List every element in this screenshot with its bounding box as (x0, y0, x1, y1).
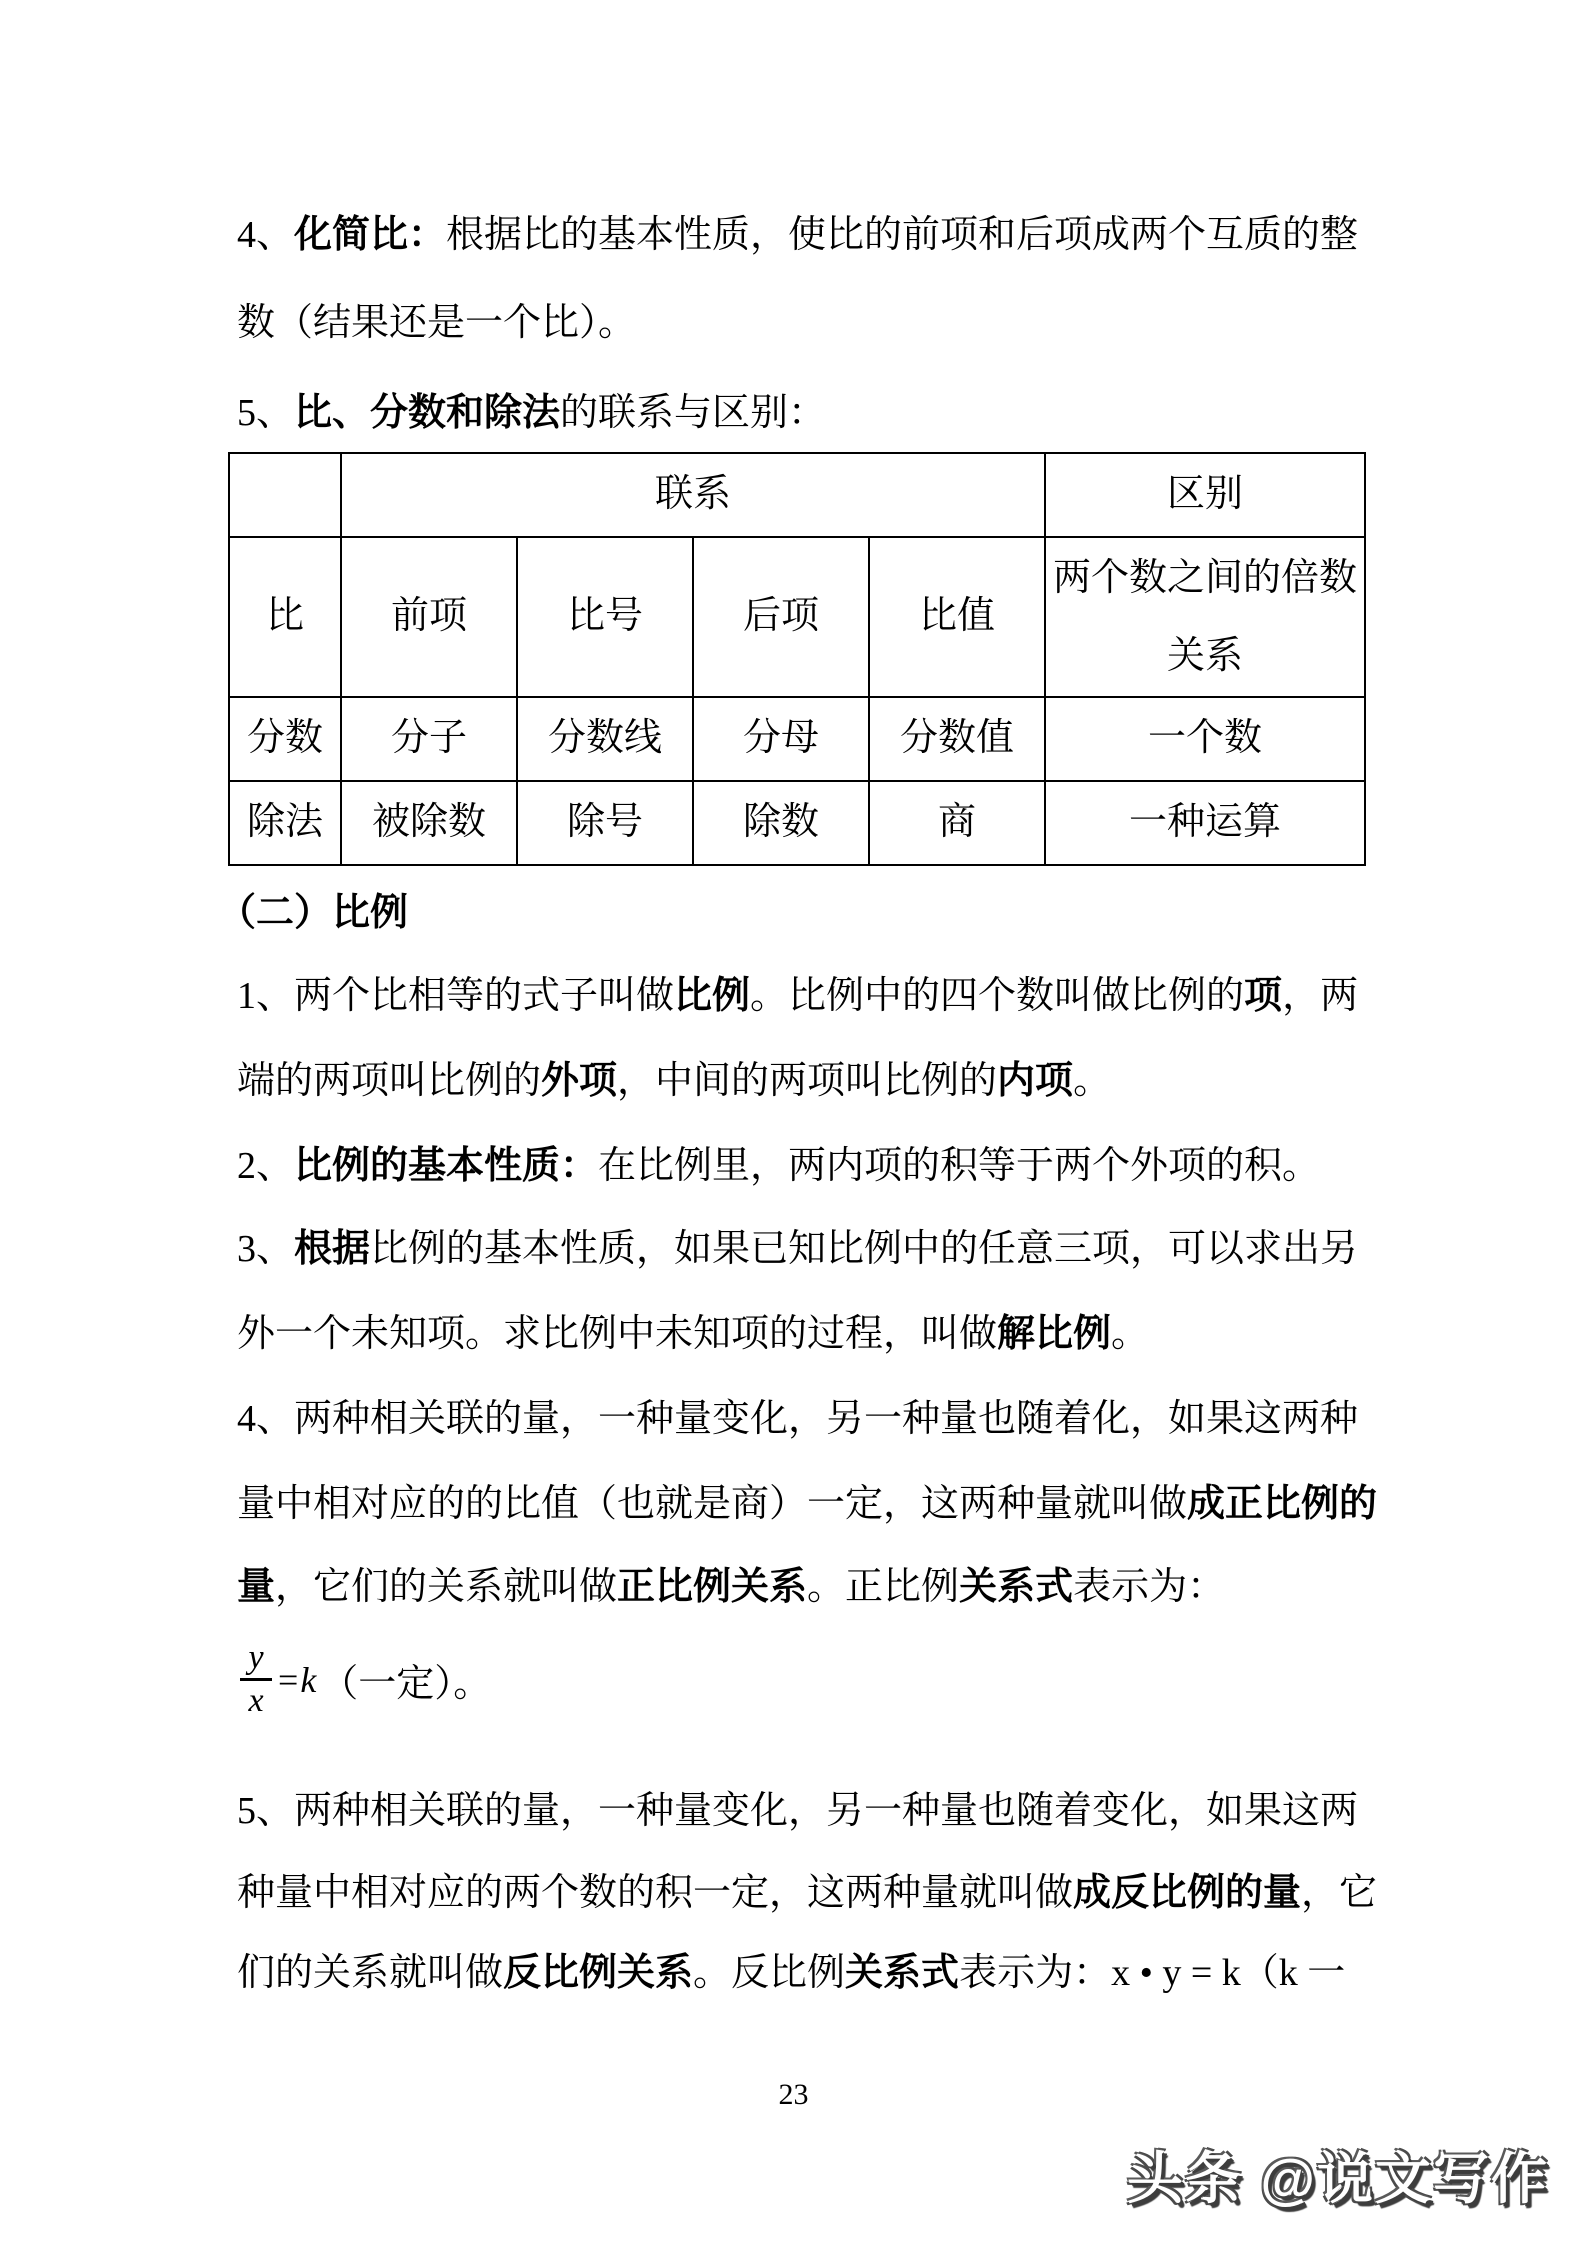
table-cell: 商 (869, 781, 1045, 865)
bold-text-run: 比例 (674, 975, 751, 1017)
table-cell: 分数值 (869, 697, 1045, 781)
text-run: 数（结果还是一个比）。 (237, 302, 637, 344)
bold-text-run: 化简比： (294, 214, 447, 256)
table-cell: 分母 (693, 697, 869, 781)
table-cell: 前项 (341, 537, 517, 697)
paragraph-line (237, 973, 1417, 1019)
paragraph-line (237, 1564, 1417, 1610)
paragraph-line (237, 1481, 1417, 1527)
text-run: 表示为： (1073, 1566, 1226, 1608)
text-run: 外一个未知项。求比例中未知项的过程，叫做 (237, 1313, 998, 1355)
paragraph-line (237, 390, 1417, 436)
table-cell: 比 (229, 537, 341, 697)
bold-text-run: 根据 (294, 1228, 371, 1270)
text-run: 量中相对应的的比值（也就是商）一定，这两种量就叫做 (237, 1483, 1188, 1525)
paragraph-line (237, 212, 1417, 258)
bold-text-run: 比例的基本性质： (294, 1145, 599, 1187)
table-cell: 分数线 (517, 697, 693, 781)
text-run: 。反比例 (693, 1952, 846, 1994)
bold-text-run: 正比例关系 (617, 1566, 808, 1608)
fraction-denominator: x (248, 1682, 264, 1719)
text-run: 。 (1111, 1313, 1150, 1355)
text-run: 4、两种相关联的量，一种量变化，另一种量也随着化，如果这两种 (237, 1398, 1359, 1440)
text-run: 表示为：x • y = k（k 一 (959, 1952, 1346, 1994)
table-header-diff: 区别 (1045, 453, 1365, 537)
table-header-row (229, 453, 1365, 537)
paragraph-line (237, 1870, 1417, 1916)
text-run: 。比例中的四个数叫做比例的 (750, 975, 1245, 1017)
page-number: 23 (778, 2078, 809, 2111)
text-run: 。 (1073, 1060, 1112, 1102)
table-cell: 两个数之间的倍数关系 (1045, 537, 1365, 697)
bold-text-run: 内项 (997, 1060, 1074, 1102)
paragraph-line (237, 1950, 1417, 1996)
bold-text-run: （二）比例 (218, 892, 409, 934)
text-run: 1、两个比相等的式子叫做 (237, 975, 675, 1017)
paragraph-line (237, 1226, 1417, 1272)
watermark: 头条 @说文写作 (1126, 2147, 1549, 2210)
table-header-link: 联系 (341, 453, 1045, 537)
table-cell: 一个数 (1045, 697, 1365, 781)
table-row (229, 781, 1365, 865)
text-run: 4、 (237, 214, 295, 256)
text-run: ，两 (1282, 975, 1359, 1017)
table-cell: 一种运算 (1045, 781, 1365, 865)
bold-text-run: 关系式 (845, 1952, 960, 1994)
fraction-numerator: y (248, 1639, 264, 1676)
proportion-formula (240, 1638, 491, 1721)
text-run: 们的关系就叫做 (237, 1952, 504, 1994)
table-blank-cell (229, 453, 341, 537)
paragraph-line (237, 300, 1417, 346)
fraction-y-over-x (240, 1638, 272, 1721)
text-run: ，它们的关系就叫做 (275, 1566, 618, 1608)
paragraph-line (237, 1396, 1417, 1442)
bold-text-run: 成反比例的量 (1073, 1872, 1302, 1914)
table-cell: 比号 (517, 537, 693, 697)
text-run: ，它 (1301, 1872, 1378, 1914)
bold-text-run: 关系式 (959, 1566, 1074, 1608)
bold-text-run: 项 (1244, 975, 1283, 1017)
section-heading (218, 890, 1398, 936)
bold-text-run: 解比例 (997, 1313, 1112, 1355)
constant-k: k (300, 1659, 317, 1700)
equals-sign: = (278, 1659, 299, 1700)
text-run: 2、 (237, 1145, 295, 1187)
paragraph-line (237, 1311, 1417, 1357)
bold-text-run: 反比例关系 (503, 1952, 694, 1994)
table-row (229, 537, 1365, 697)
table-cell: 比值 (869, 537, 1045, 697)
bold-text-run: 量 (237, 1566, 276, 1608)
text-run: 5、 (237, 392, 295, 434)
text-run: 在比例里，两内项的积等于两个外项的积。 (598, 1145, 1321, 1187)
table-cell: 分子 (341, 697, 517, 781)
text-run: 5、两种相关联的量，一种量变化，另一种量也随着变化，如果这两 (237, 1790, 1359, 1832)
text-run: 的联系与区别： (560, 392, 827, 434)
ratio-fraction-division-table (228, 452, 1366, 866)
text-run: 。正比例 (807, 1566, 960, 1608)
paragraph-line (237, 1058, 1417, 1104)
table-cell: 分数 (229, 697, 341, 781)
text-run: 端的两项叫比例的 (237, 1060, 542, 1102)
text-run: 种量中相对应的两个数的积一定，这两种量就叫做 (237, 1872, 1074, 1914)
text-run: 根据比的基本性质，使比的前项和后项成两个互质的整 (446, 214, 1359, 256)
bold-text-run: 比、分数和除法 (294, 392, 561, 434)
table-cell: 除法 (229, 781, 341, 865)
text-run: 3、 (237, 1228, 295, 1270)
table-cell: 后项 (693, 537, 869, 697)
paragraph-line (237, 1143, 1417, 1189)
formula-note: （一定）。 (320, 1663, 492, 1705)
text-run: 比例的基本性质，如果已知比例中的任意三项，可以求出另 (370, 1228, 1359, 1270)
paragraph-line (237, 1788, 1417, 1834)
table-cell: 除数 (693, 781, 869, 865)
bold-text-run: 成正比例的 (1187, 1483, 1378, 1525)
table-cell: 被除数 (341, 781, 517, 865)
table-cell: 除号 (517, 781, 693, 865)
text-run: ，中间的两项叫比例的 (617, 1060, 998, 1102)
bold-text-run: 外项 (541, 1060, 618, 1102)
table-row (229, 697, 1365, 781)
